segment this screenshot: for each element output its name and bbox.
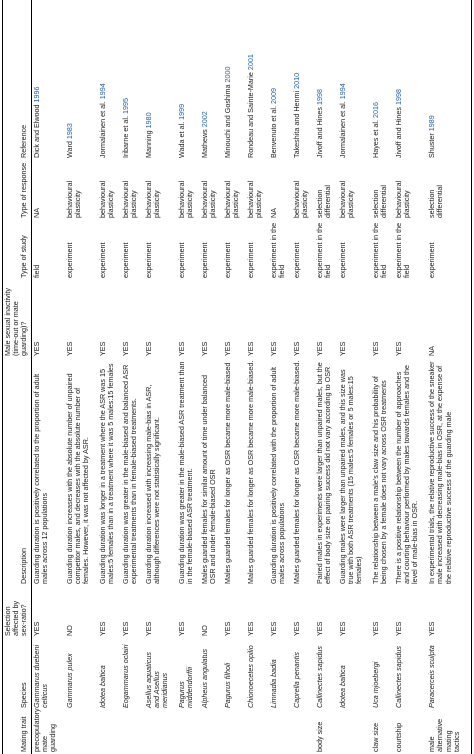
cell-inactivity: YES (246, 341, 256, 356)
cell-selection: YES (269, 621, 279, 636)
cell-trait (269, 710, 292, 754)
reference-year-link[interactable]: 1995 (121, 98, 131, 115)
cell-response: behavioural plasticity (292, 180, 310, 218)
cell-species: Callinectes sapidus (394, 646, 404, 708)
cell-trait (223, 710, 246, 754)
cell-description: Guarding duration increases with the absolute number of unpaired competitor males, and decreases with the absolute number of females. However, it was not affected by ASR. (64, 373, 91, 584)
cell-trait (200, 710, 223, 754)
reference-year-link[interactable]: 1989 (427, 115, 437, 132)
cell-species: Callinectes sapidus (314, 646, 324, 708)
table-row (394, 0, 427, 754)
cell-trait: male alternative mating tactics (427, 710, 471, 754)
cell-study: experiment (144, 242, 154, 278)
cell-description: Males guarded females for similar amount of time under balanced OSR and under female-biased OSR (200, 375, 218, 584)
reference-year-link[interactable]: 1994 (98, 83, 108, 100)
reference-year-link[interactable]: 2000 (223, 66, 233, 83)
cell-description: Guarding duration was greater in the male-biased and balanced ASR experimental treatments than in female-biased treatments. (121, 364, 139, 584)
cell-reference (98, 0, 121, 160)
cell-inactivity: YES (98, 341, 108, 356)
cell-species: Gammarus duebeni celticus (31, 644, 49, 708)
cell-response: behavioural plasticity (64, 180, 83, 218)
col-header-study: Type of study (3, 220, 32, 280)
cell-reference (292, 0, 315, 160)
cell-reference (121, 0, 144, 160)
cell-selection: YES (223, 621, 233, 636)
cell-description: In experimental trials, the relative reproductive success of the sneaker male increased with decreasing male-bias in OSR, at the expense of the relative reproductive success of the guarding male (427, 358, 471, 586)
cell-description: There is a positive relationship between the number of approaches and courting behaviour performed by males towards females and the level of male-bias in OSR. (394, 365, 420, 584)
reference-authors: Hayes et al. (371, 120, 381, 158)
cell-study: experiment in the field (269, 222, 287, 278)
cell-study: experiment in the field (394, 222, 412, 278)
cell-response: behavioural plasticity (144, 180, 162, 218)
cell-inactivity: YES (314, 341, 324, 356)
cell-response: selection differential (371, 184, 389, 218)
cell-inactivity: YES (200, 341, 210, 356)
cell-study: experiment (98, 242, 108, 278)
cell-description: Guarding males were larger than unpaired males, and this size was true with both ASR treatments (15 males:5 females or 5 males:15 females) (337, 369, 364, 584)
cell-species: Idotea baltica (337, 665, 347, 708)
cell-reference (223, 0, 246, 160)
table-row (98, 0, 121, 754)
table-row (223, 0, 246, 754)
cell-inactivity: YES (292, 341, 302, 356)
cell-description: Guarding duration is positively correlated with the proportion of adult males across populations (269, 367, 287, 584)
reference-authors: Jormalainen et al. (337, 101, 347, 158)
table-row (371, 0, 394, 754)
cell-inactivity: YES (64, 341, 74, 356)
table-row (177, 0, 200, 754)
cell-description: Males guarded females for longer as OSR became more male-biased. (246, 360, 256, 584)
cell-trait (144, 710, 177, 754)
cell-reference (31, 0, 65, 160)
reference-year-link[interactable]: 1994 (337, 83, 347, 100)
cell-selection: YES (121, 621, 131, 636)
reference-year-link[interactable]: 1998 (314, 88, 324, 105)
cell-response: NA (269, 208, 279, 218)
cell-response: selection differential (427, 160, 471, 220)
cell-response: behavioural plasticity (223, 180, 241, 218)
cell-description: Guarding duration was longer in a treatment where the ASR was 15 males:5 females than in a treatment where it was 5 males:15 females (98, 363, 116, 584)
reference-authors: Manning (144, 130, 154, 158)
cell-selection: YES (314, 621, 324, 636)
header-row (3, 0, 32, 754)
cell-selection: YES (292, 621, 302, 636)
cell-reference (338, 0, 371, 160)
reference-authors: Mathews (200, 129, 210, 158)
col-header-description: Description (3, 358, 32, 586)
cell-selection: YES (337, 621, 347, 636)
cell-description: Guarding duration was greater in the male-biased ASR treatment than in the female-biased ASR treatment. (177, 361, 195, 584)
cell-trait (121, 710, 144, 754)
table-row (200, 0, 223, 754)
cell-species: Uca mjoebergi (371, 661, 381, 708)
cell-inactivity: NA (427, 280, 471, 358)
cell-response: behavioural plasticity (121, 180, 139, 218)
table-row (246, 0, 269, 754)
reference-authors: Iribarne et al. (121, 116, 131, 158)
sex-ratio-studies-table (2, 0, 472, 754)
reference-year-link[interactable]: 2002 (200, 111, 210, 128)
col-header-reference: Reference (3, 0, 32, 160)
cell-species: Paracerceis sculpta (427, 638, 471, 710)
cell-study: experiment in the field (314, 222, 333, 278)
reference-year-link[interactable]: 2009 (269, 88, 279, 105)
cell-response: behavioural plasticity (394, 180, 412, 218)
reference-year-link[interactable]: 2016 (371, 102, 381, 119)
reference-authors: Jivoff and Hines (394, 106, 404, 158)
cell-selection: YES (246, 621, 256, 636)
reference-authors: Jormalainen et al. (98, 101, 108, 158)
cell-selection: YES (371, 621, 381, 636)
cell-selection: NO (64, 625, 74, 636)
reference-authors: Wada et al. (177, 121, 187, 158)
table-row (269, 0, 292, 754)
cell-description: The relationship between a male's claw size and his probability of being chosen by a female does not vary across OSR treatments (371, 376, 389, 584)
cell-trait (292, 710, 315, 754)
table-row (31, 0, 65, 754)
cell-selection: YES (144, 621, 154, 636)
cell-species: Pagurus middendorffii (177, 666, 195, 708)
cell-study: experiment (121, 242, 131, 278)
cell-study: experiment (64, 242, 74, 278)
cell-species: Asellus aquaticus and Asellus meridianus (144, 652, 170, 708)
cell-study: experiment (200, 242, 210, 278)
cell-response: behavioural plasticity (98, 180, 116, 218)
reference-year-link[interactable]: 1998 (394, 88, 404, 105)
cell-trait (246, 710, 269, 754)
cell-study: experiment (223, 242, 233, 278)
cell-description: Paired males in experiments were larger than unpaired males, but the effect of body size on pairing success did not vary according to OSR (314, 362, 333, 584)
cell-inactivity: YES (177, 341, 187, 356)
cell-reference (144, 0, 177, 160)
cell-response: behavioural plasticity (177, 180, 195, 218)
cell-species: Caprella penantis (292, 652, 302, 708)
cell-species: Alpheus angulatus (200, 648, 210, 708)
reference-authors: Ward (64, 141, 74, 158)
cell-inactivity: YES (121, 341, 131, 356)
cell-inactivity: YES (223, 341, 233, 356)
reference-authors: Shuster (427, 133, 437, 158)
reference-authors: Dick and Elwood (31, 104, 41, 158)
cell-study: experiment in the field (371, 222, 389, 278)
cell-reference (177, 0, 200, 160)
cell-description: Guarding duration is positively correlated to the proportion of adult males across 12 populations (31, 373, 49, 584)
col-header-inactivity: Male sexual inactivity (time-out or mate guarding)? (3, 280, 32, 358)
table-row (315, 0, 338, 754)
cell-response: selection differential (314, 184, 333, 218)
cell-trait: precopulatory mate guarding (31, 708, 58, 752)
cell-trait (177, 710, 200, 754)
cell-inactivity: YES (337, 341, 347, 356)
cell-inactivity: YES (144, 341, 154, 356)
table-body (31, 0, 471, 754)
reference-year-link[interactable]: 1983 (64, 123, 74, 140)
cell-species: Chionoecetes opilio (246, 645, 256, 708)
reference-year-link[interactable]: 2001 (246, 54, 256, 71)
cell-trait: claw size (371, 722, 381, 752)
col-header-selection: Selection affected by sex-ratio? (3, 586, 32, 638)
cell-selection: YES (427, 586, 471, 638)
cell-trait (65, 710, 98, 754)
reference-authors: Rondeau and Sainte-Marie (246, 72, 256, 158)
reference-year-link[interactable]: 1980 (144, 112, 154, 129)
cell-selection: YES (31, 621, 41, 636)
table-row (338, 0, 371, 754)
cell-study: experiment (337, 242, 347, 278)
table-row (121, 0, 144, 754)
reference-year-link[interactable]: 1999 (177, 103, 187, 120)
cell-response: behavioural plasticity (246, 180, 264, 218)
col-header-species: Species (3, 638, 32, 710)
cell-study: experiment (246, 242, 256, 278)
cell-reference (200, 0, 223, 160)
cell-trait (98, 710, 121, 754)
cell-species: Eogammarus oclairi (121, 644, 131, 708)
cell-response: NA (31, 208, 41, 218)
col-header-response: Type of response (3, 160, 32, 220)
cell-reference (427, 0, 471, 160)
table-row (292, 0, 315, 754)
cell-reference (315, 0, 338, 160)
table-row (427, 0, 471, 754)
reference-authors: Minouchi and Goshima (223, 84, 233, 158)
cell-description: Guarding duration increased with increasing male-bias in ASR, although differences were not statistically significant. (144, 384, 162, 584)
cell-selection: YES (394, 621, 404, 636)
cell-response: behavioural plasticity (337, 180, 356, 218)
cell-species: Idotea baltica (98, 665, 108, 708)
cell-trait (338, 710, 371, 754)
cell-description: Males guarded females for longer as OSR became more male-biased. (292, 360, 302, 584)
cell-selection: YES (98, 621, 108, 636)
reference-year-link[interactable]: 1996 (31, 86, 41, 103)
cell-species: Pagurus filholi (223, 662, 233, 708)
cell-description: Males guarded females for longer as OSR became more male-biased (223, 362, 233, 584)
col-header-trait: Mating trait (3, 710, 32, 754)
cell-species: Limnadia badia (269, 659, 279, 708)
cell-inactivity: YES (394, 341, 404, 356)
reference-year-link[interactable]: 2010 (292, 72, 302, 89)
cell-reference (371, 0, 394, 160)
cell-study: experiment (177, 242, 187, 278)
cell-trait: courtship (394, 722, 404, 752)
cell-reference (269, 0, 292, 160)
table-row (144, 0, 177, 754)
reference-authors: Benvenuto et al. (269, 106, 279, 158)
cell-reference (246, 0, 269, 160)
cell-response: behavioural plasticity (200, 180, 218, 218)
cell-selection: NO (200, 625, 210, 636)
cell-species: Gammarus pulex (64, 653, 74, 708)
cell-reference (394, 0, 427, 160)
cell-study: experiment (427, 220, 471, 280)
reference-authors: Jivoff and Hines (314, 106, 324, 158)
reference-authors: Takeshita and Henmi (292, 90, 302, 158)
cell-study: field (31, 264, 41, 278)
cell-study: experiment (292, 242, 302, 278)
cell-inactivity: YES (31, 341, 41, 356)
cell-inactivity: YES (269, 341, 279, 356)
cell-trait: body size (314, 721, 324, 752)
table-row (65, 0, 98, 754)
cell-inactivity: YES (371, 341, 381, 356)
cell-selection: YES (177, 621, 187, 636)
cell-reference (65, 0, 98, 160)
